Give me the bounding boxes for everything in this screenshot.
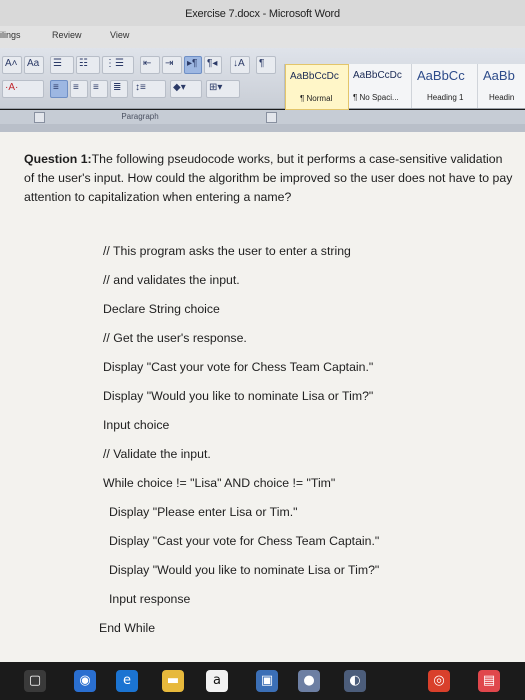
sort-button[interactable]: ↓A (230, 56, 250, 74)
code-line: While choice != "Lisa" AND choice != "Tim" (103, 476, 336, 490)
borders-button[interactable]: ⊞▾ (206, 80, 240, 98)
multilevel-list-button[interactable]: ⋮☰ (102, 56, 134, 74)
code-line: // and validates the input. (103, 273, 240, 287)
ribbon-tab-bar (0, 26, 525, 48)
paragraph-group-label: Paragraph (121, 112, 159, 121)
font-color-button[interactable]: ·A· (2, 80, 44, 98)
align-left-button[interactable]: ≡ (50, 80, 68, 98)
ruler (0, 124, 525, 132)
steam-icon-glyph: ◐ (349, 673, 361, 688)
code-line: Input response (109, 592, 191, 606)
edge-icon-glyph: e (123, 673, 131, 688)
style-heading-2[interactable] (479, 64, 525, 108)
app-icon[interactable] (298, 670, 320, 692)
style-heading-1[interactable] (413, 64, 478, 108)
code-line: Display "Cast your vote for Chess Team Captain." (103, 360, 374, 374)
style-preview: AaBbCc (417, 68, 465, 83)
code-line: Input choice (103, 418, 170, 432)
file-explorer-icon[interactable] (162, 670, 184, 692)
code-line: // This program asks the user to enter a string (103, 244, 351, 258)
rtl-button[interactable]: ¶◂ (204, 56, 222, 74)
amazon-icon-glyph: a (213, 673, 221, 688)
numbering-button[interactable]: ☷ (76, 56, 100, 74)
style-name: ¶ Normal (300, 94, 333, 103)
font-dialog-launcher[interactable] (34, 112, 45, 123)
show-formatting-button[interactable]: ¶ (256, 56, 276, 74)
code-line: Declare String choice (103, 302, 220, 316)
tab-review[interactable]: Review (52, 30, 82, 40)
increase-indent-button[interactable]: ⇥ (162, 56, 182, 74)
styles-group-bar (280, 110, 525, 124)
edge-icon[interactable] (116, 670, 138, 692)
code-line: End While (99, 621, 156, 635)
chrome-icon-glyph: ◎ (433, 673, 445, 688)
style-name: Heading 1 (427, 93, 464, 102)
change-case-button[interactable]: Aa (24, 56, 44, 74)
task-view-icon[interactable] (24, 670, 46, 692)
align-center-button[interactable]: ≡ (70, 80, 88, 98)
store-icon-glyph: ▣ (260, 673, 274, 688)
style-name: ¶ No Spaci... (353, 93, 399, 102)
code-line: Display "Please enter Lisa or Tim." (109, 505, 298, 519)
question-text: The following pseudocode works, but it performs a case-sensitive validation of the user's input. How could the algorithm be improved so the user does not have to pay attention to capitalization when entering a name? (24, 152, 513, 204)
screenshot-app-icon[interactable] (478, 670, 500, 692)
shading-button[interactable]: ◆▾ (170, 80, 202, 98)
tab-mailings[interactable]: ilings (0, 30, 21, 40)
taskbar (0, 662, 525, 700)
bullets-button[interactable]: ☰ (50, 56, 74, 74)
decrease-indent-button[interactable]: ⇤ (140, 56, 160, 74)
screenshot-app-icon-glyph: ▤ (482, 673, 496, 688)
tab-view[interactable]: View (110, 30, 130, 40)
style-no-spacing[interactable] (349, 64, 412, 108)
title-bar (0, 0, 525, 26)
line-spacing-button[interactable]: ↕≡ (132, 80, 166, 98)
window-title: Exercise 7.docx - Microsoft Word (185, 8, 340, 20)
question-paragraph (24, 150, 514, 207)
style-preview: AaBbCcDc (290, 71, 339, 82)
grow-font-button[interactable]: A˄ (2, 56, 22, 74)
app-icon-glyph: ● (303, 673, 315, 688)
style-preview: AaBb (483, 68, 515, 83)
question-label: Question 1: (24, 152, 92, 166)
style-normal[interactable] (285, 64, 349, 110)
store-icon[interactable] (256, 670, 278, 692)
justify-button[interactable]: ≣ (110, 80, 128, 98)
code-line: // Get the user's response. (103, 331, 247, 345)
code-line: // Validate the input. (103, 447, 211, 461)
task-view-icon-glyph: ▢ (28, 673, 42, 688)
amazon-icon[interactable] (206, 670, 228, 692)
paragraph-dialog-launcher[interactable] (266, 112, 277, 123)
code-line: Display "Cast your vote for Chess Team Captain." (109, 534, 380, 548)
file-explorer-icon-glyph: ▬ (166, 673, 180, 688)
style-preview: AaBbCcDc (353, 70, 402, 81)
cortana-icon-glyph: ◉ (79, 673, 91, 688)
ltr-button[interactable]: ▸¶ (184, 56, 202, 74)
cortana-icon[interactable] (74, 670, 96, 692)
steam-icon[interactable] (344, 670, 366, 692)
style-name: Headin (489, 93, 515, 102)
chrome-icon[interactable] (428, 670, 450, 692)
code-line: Display "Would you like to nominate Lisa or Tim?" (109, 563, 380, 577)
align-right-button[interactable]: ≡ (90, 80, 108, 98)
styles-gallery (284, 64, 525, 108)
code-line: Display "Would you like to nominate Lisa or Tim?" (103, 389, 374, 403)
